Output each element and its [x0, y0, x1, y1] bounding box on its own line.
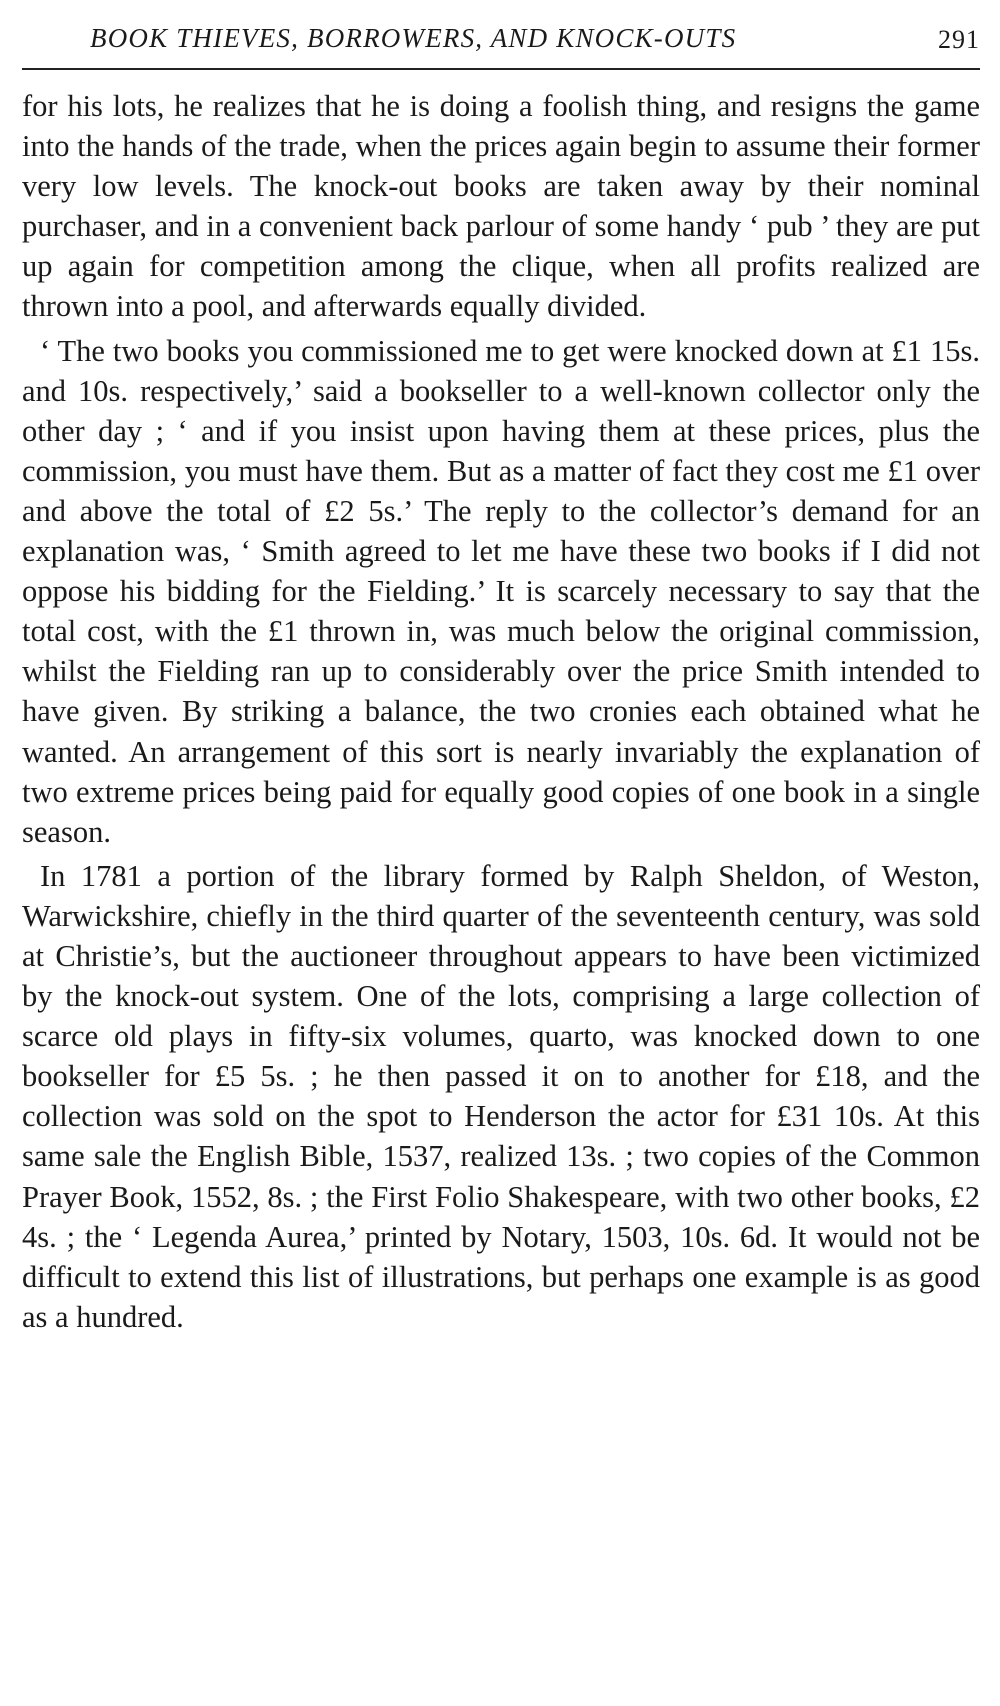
paragraph-bookseller-quote: ‘ The two books you commissioned me to get were knocked down at £1 15s. and 10s. respectively,’ said a bookseller to a well-known collector only the other day ; ‘ and if you insist upon having them at these prices, plus the commission, you must have them. But as a matter of fact they cost me £1 over and above the total of £2 5s.’ The reply to the collector’s demand for an explanation was, ‘ Smith agreed to let me have these two books if I did not oppose his bidding for the Fielding.’ It is scarcely necessary to say that the total cost, with the £1 thrown in, was much below the original commission, whilst the Fielding ran up to considerably over the price Smith intended to have given. By striking a balance, the two cronies each obtained what he wanted. An arrangement of this sort is nearly invariably the explanation of two extreme prices being paid for equally good copies of one book in a single season.	[22, 333, 980, 849]
running-head	[22, 20, 980, 60]
running-title: BOOK THIEVES, BORROWERS, AND KNOCK-OUTS	[90, 23, 737, 53]
header-rule	[22, 68, 980, 70]
page-number: 291	[938, 25, 980, 54]
paragraph-continued: for his lots, he realizes that he is doing a foolish thing, and resigns the game into the hands of the trade, when the prices again begin to assume their former very low levels. The knock-out books are taken away by their nominal purchaser, and in a convenient back parlour of some handy ‘ pub ’ they are put up again for competition among the clique, when all profits realized are thrown into a pool, and afterwards equally divided.	[22, 89, 980, 324]
paragraph-sheldon-sale: In 1781 a portion of the library formed by Ralph Sheldon, of Weston, Warwickshire, chiefly in the third quarter of the seventeenth century, was sold at Christie’s, but the auctioneer throughout appears to have been victimized by the knock-out system. One of the lots, comprising a large collection of scarce old plays in fifty-six volumes, quarto, was knocked down to one bookseller for £5 5s. ; he then passed it on to another for £18, and the collection was sold on the spot to Henderson the actor for £31 10s. At this same sale the English Bible, 1537, realized 13s. ; two copies of the Common Prayer Book, 1552, 8s. ; the First Folio Shakespeare, with two other books, £2 4s. ; the ‘ Legenda Aurea,’ printed by Notary, 1503, 10s. 6d. It would not be difficult to extend this list of illustrations, but perhaps one example is as good as a hundred.	[22, 858, 980, 1334]
body-text	[22, 86, 980, 1341]
book-page	[22, 0, 980, 1706]
